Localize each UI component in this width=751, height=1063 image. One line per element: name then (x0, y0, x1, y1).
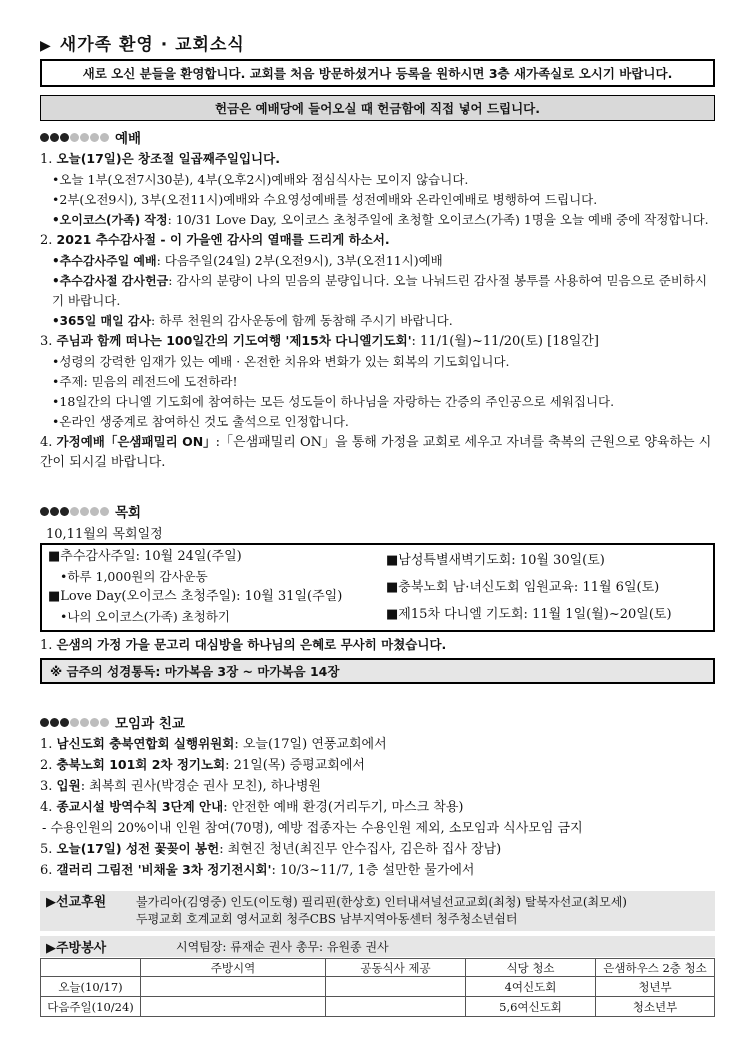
item-number: 4. (40, 800, 53, 815)
item-title: 주님과 함께 떠나는 100일간의 기도여행 '제15차 다니엘기도회' (56, 333, 412, 348)
mission-line: 두평교회 호계교회 영서교회 청주CBS 남부지역아동센터 청주청소년쉼터 (136, 912, 518, 926)
table-header-cell: 공동식사 제공 (326, 959, 466, 977)
page-title-text: 새가족 환영 · 교회소식 (59, 35, 245, 55)
item-title: 2021 추수감사절 - 이 가을엔 감사의 열매를 드리게 하소서. (56, 232, 390, 247)
schedule-label: 10,11월의 목회일정 (46, 527, 163, 542)
offering-banner: 헌금은 예배당에 들어오실 때 헌금함에 직접 넣어 드립니다. (40, 95, 715, 121)
item-title: 오늘(17일)은 창조절 일곱째주일입니다. (56, 151, 280, 166)
item-number: 5. (40, 842, 53, 857)
worship-sub-item (40, 352, 715, 372)
table-header-cell: 식당 청소 (466, 959, 596, 977)
meeting-item (40, 818, 715, 839)
item-title: 종교시설 방역수칙 3단계 안내 (56, 799, 224, 814)
meeting-item (40, 797, 715, 818)
table-cell: 4여신도회 (466, 977, 596, 997)
worship-sub-item (40, 251, 715, 271)
meeting-item (40, 839, 715, 860)
pastoral-heading-text: 목회 (115, 505, 142, 521)
sub-item-text: •온라인 생중계로 참여하신 것도 출석으로 인정합니다. (52, 414, 349, 429)
sub-item-text: : 감사의 분량이 나의 믿음의 분량입니다. 오늘 나눠드린 감사절 봉투를 사용하여 믿음으로 준비하시기 바랍니다. (52, 273, 708, 308)
item-title: 가정예배「은샘패밀리 ON」 (56, 434, 216, 449)
item-text: : 최현진 청년(최진무 안수집사, 김은하 집사 장남) (219, 842, 502, 857)
worship-sub-item (40, 170, 715, 190)
worship-heading-text: 예배 (115, 131, 142, 147)
sub-item-text: •2부(오전9시), 3부(오전11시)예배와 수요영성예배를 성전예배와 온라인예배로 병행하여 드립니다. (52, 192, 598, 207)
item-number: 2. (40, 233, 53, 248)
item-title: 남신도회 충북연합회 실행위원회 (56, 736, 235, 751)
schedule-entry-sub: •나의 오이코스(가족) 초청하기 (60, 609, 230, 624)
section-dots-icon (40, 133, 109, 142)
sub-item-label: •오이코스(가족) 작정 (52, 213, 168, 227)
table-row (41, 977, 715, 997)
mission-list (136, 894, 627, 928)
play-triangle-icon: ▶ (40, 38, 52, 54)
mission-support-box (40, 891, 715, 931)
meetings-heading (40, 712, 715, 732)
schedule-entry: ■Love Day(오이코스 초청주일): 10월 31일(주일) (48, 589, 343, 604)
worship-sub-item (40, 412, 715, 432)
item-number: 3. (40, 779, 53, 794)
item-number: 2. (40, 758, 53, 773)
worship-item (40, 230, 715, 251)
item-number: 4. (40, 435, 53, 450)
kitchen-header (40, 936, 715, 957)
worship-item (40, 149, 715, 170)
item-title: 충북노회 101회 2차 정기노회 (56, 757, 226, 772)
worship-item (40, 331, 715, 352)
table-cell: 청년부 (596, 977, 715, 997)
pastoral-heading (40, 501, 715, 521)
worship-list (40, 149, 715, 473)
page-title (40, 30, 715, 55)
table-cell: 5,6여신도회 (466, 997, 596, 1017)
table-cell: 청소년부 (596, 997, 715, 1017)
worship-sub-item (40, 190, 715, 210)
meeting-item (40, 755, 715, 776)
item-title: 입원 (56, 778, 81, 793)
worship-heading (40, 127, 715, 147)
worship-sub-item (40, 271, 715, 311)
worship-sub-item (40, 372, 715, 392)
mission-line: 불가리아(김영중) 인도(이도형) 필리핀(한상호) 인터내셔널선교교회(최청) 탈북자선교(최모세) (136, 895, 627, 909)
item-number: 6. (40, 863, 53, 878)
sub-item-text: •주제: 믿음의 레전드에 도전하라! (52, 374, 238, 389)
table-row (41, 997, 715, 1017)
schedule-left (42, 545, 382, 630)
pastoral-item (40, 635, 715, 656)
table-cell: 오늘(10/17) (41, 977, 141, 997)
worship-item (40, 432, 715, 473)
item-number: 1. (40, 638, 53, 653)
table-header-cell: 주방시역 (141, 959, 326, 977)
sub-item-text: •18일간의 다니엘 기도회에 참여하는 모든 성도들이 하나님을 자랑하는 간증의 주인공으로 세워집니다. (52, 394, 615, 409)
table-cell: 다음주일(10/24) (41, 997, 141, 1017)
table-cell (326, 977, 466, 997)
sub-item-text: : 하루 천원의 감사운동에 함께 동참해 주시기 바랍니다. (151, 313, 453, 328)
kitchen-label: ▶주방봉사 (46, 941, 107, 956)
kitchen-table (40, 958, 715, 1017)
section-dots-icon (40, 718, 109, 727)
kitchen-info: 시역팀장: 류재순 권사 총무: 유원종 권사 (176, 940, 389, 954)
mission-label: ▶선교후원 (46, 895, 107, 910)
table-cell (326, 997, 466, 1017)
worship-sub-item (40, 210, 715, 230)
kitchen-table-header (41, 959, 715, 977)
item-title: 갤러리 그림전 '비채울 3차 정기전시회' (56, 862, 272, 877)
schedule-box (40, 543, 715, 632)
sub-item-text: : 10/31 Love Day, 오이코스 초청주일에 초청할 오이코스(가족) 1명을 오늘 예배 중에 작정합니다. (167, 212, 709, 227)
meetings-heading-text: 모임과 친교 (115, 716, 185, 732)
meeting-item (40, 860, 715, 881)
bible-reading-box: ※ 금주의 성경통독: 마가복음 3장 ~ 마가복음 14장 (40, 658, 715, 684)
table-cell (141, 977, 326, 997)
item-text: : 오늘(17일) 연풍교회에서 (234, 737, 387, 752)
worship-sub-item (40, 392, 715, 412)
meeting-item (40, 734, 715, 755)
sub-item-label: •추수감사절 감사헌금 (52, 274, 169, 288)
schedule-entry: ■제15차 다니엘 기도회: 11월 1일(월)~20일(토) (386, 607, 672, 622)
item-number: 3. (40, 334, 53, 349)
item-title: 은샘의 가정 가을 문고리 대심방을 하나님의 은혜로 무사히 마쳤습니다. (56, 637, 447, 652)
item-number: 1. (40, 737, 53, 752)
table-header-cell (41, 959, 141, 977)
meeting-item (40, 776, 715, 797)
schedule-entry-sub: •하루 1,000원의 감사운동 (60, 569, 208, 584)
meetings-list (40, 734, 715, 881)
table-cell (141, 997, 326, 1017)
sub-item-label: •추수감사주일 예배 (52, 254, 157, 268)
section-dots-icon (40, 507, 109, 516)
sub-item-label: •365일 매일 감사 (52, 314, 152, 328)
sub-item-text: •성령의 강력한 임재가 있는 예배 · 온전한 치유와 변화가 있는 회복의 기도회입니다. (52, 354, 510, 369)
item-text: : 21일(목) 증평교회에서 (225, 758, 365, 773)
schedule-entry: ■남성특별새벽기도회: 10월 30일(토) (386, 553, 605, 568)
schedule-entry: ■충북노회 남·녀신도회 임원교육: 11월 6일(토) (386, 580, 660, 595)
worship-sub-item (40, 311, 715, 331)
item-text: : 10/3~11/7, 1층 설만한 물가에서 (271, 863, 475, 878)
sub-item-text: : 다음주일(24일) 2부(오전9시), 3부(오전11시)예배 (156, 253, 443, 268)
item-number: 1. (40, 152, 53, 167)
item-title: 오늘(17일) 성전 꽃꽂이 봉헌 (56, 841, 220, 856)
item-text: - 수용인원의 20%이내 인원 참여(70명), 예방 접종자는 수용인원 제외, 소모임과 식사모임 금지 (42, 821, 583, 836)
item-text: : 안전한 예배 환경(거리두기, 마스크 착용) (223, 800, 464, 815)
item-text: :「은샘패밀리 ON」을 통해 가정을 교회로 세우고 자녀를 축복의 근원으로 양육하는 시간이 되시길 바랍니다. (40, 435, 712, 470)
item-text: : 최복희 권사(박경순 권사 모친), 하나병원 (80, 779, 321, 794)
item-text: : 11/1(월)~11/20(토) [18일간] (411, 334, 599, 349)
sub-item-text: •오늘 1부(오전7시30분), 4부(오후2시)예배와 점심식사는 모이지 않습니다. (52, 172, 469, 187)
schedule-entry: ■추수감사주일: 10월 24일(주일) (48, 549, 242, 564)
welcome-banner: 새로 오신 분들을 환영합니다. 교회를 처음 방문하셨거나 등록을 원하시면 3층 새가족실로 오시기 바랍니다. (40, 59, 715, 87)
table-header-cell: 은샘하우스 2층 청소 (596, 959, 715, 977)
schedule-right (382, 545, 713, 630)
